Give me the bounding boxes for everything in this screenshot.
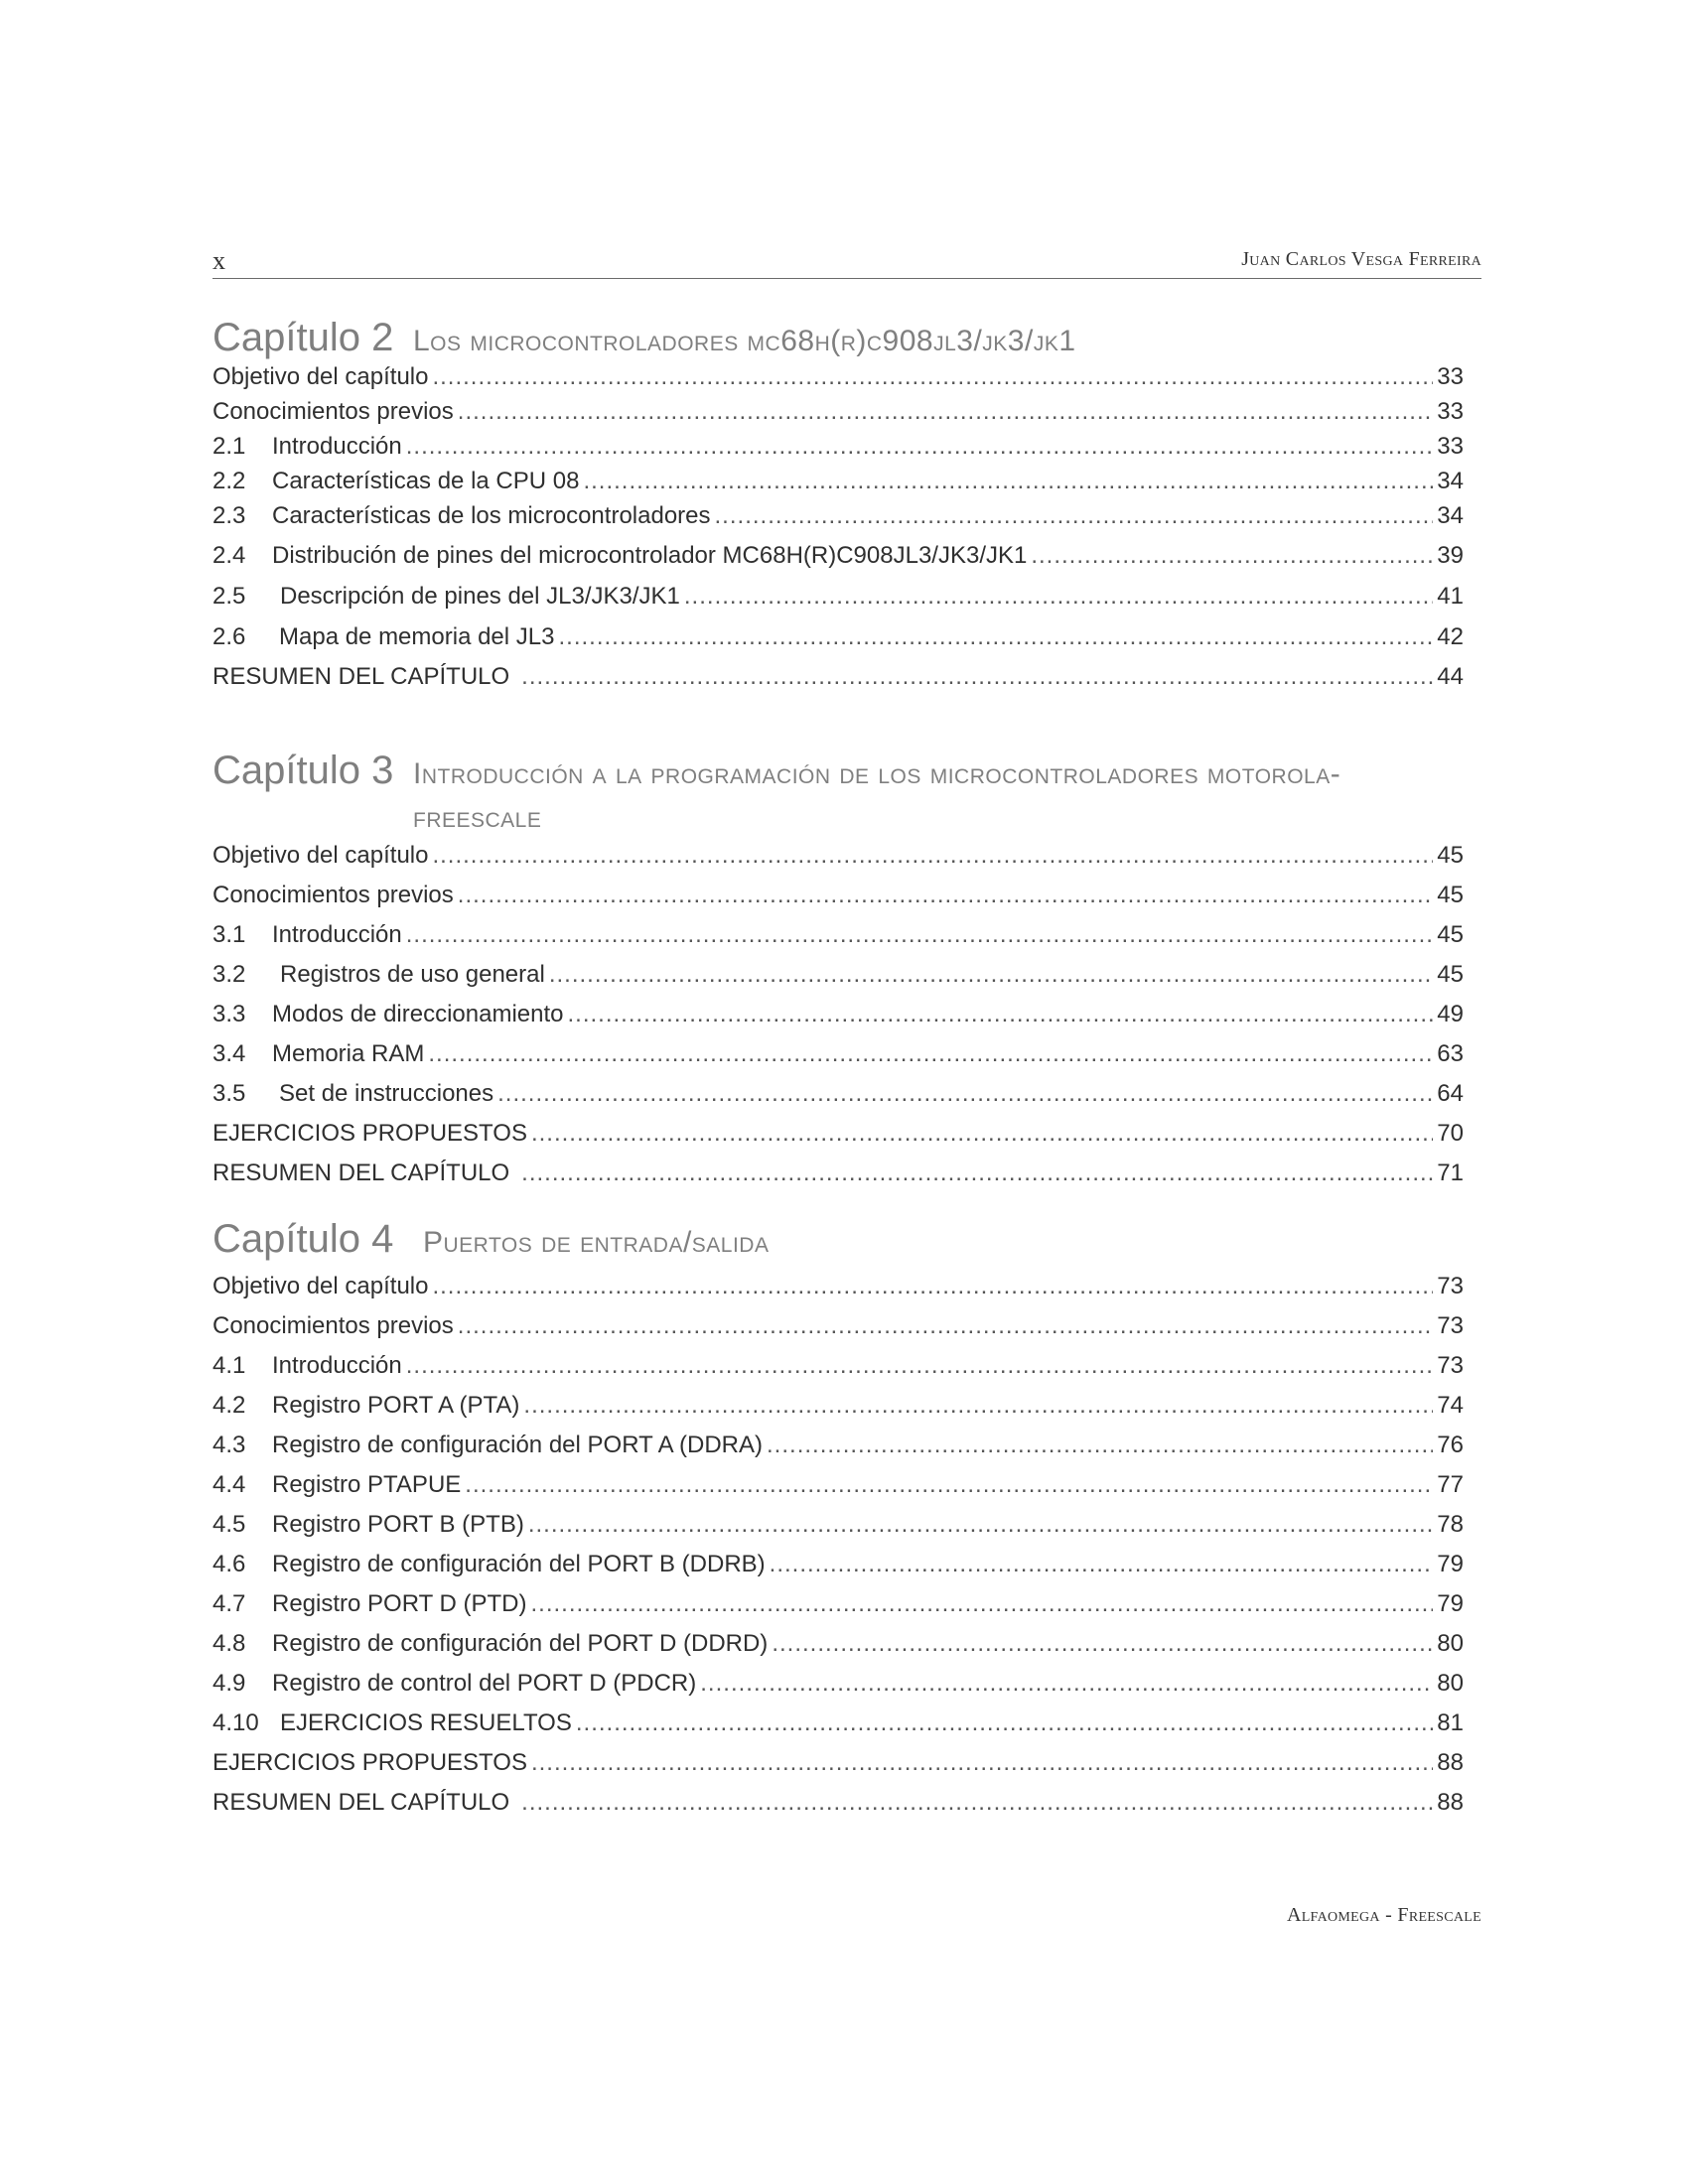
toc-entry-label: RESUMEN DEL CAPÍTULO (212, 1789, 510, 1816)
toc-entry-label: RESUMEN DEL CAPÍTULO (212, 663, 510, 690)
toc-page-number: 81 (1437, 1709, 1464, 1736)
page-number: x (212, 246, 225, 275)
chapter-number: Capítulo 2 (212, 316, 394, 359)
toc-entry-label: Características de la CPU 08 (272, 468, 580, 494)
chapter-title: Los microcontroladores mc68h(r)c908jl3/jk3/jk1 (413, 325, 1076, 357)
toc-page-number: 49 (1437, 1001, 1464, 1027)
toc-section-number: 4.10 (212, 1709, 259, 1736)
chapter-heading (212, 316, 1464, 363)
toc-entry[interactable] (212, 1471, 1464, 1511)
toc-entry[interactable] (212, 1001, 1464, 1040)
dot-leader (458, 398, 1434, 426)
chapter-number: Capítulo 4 (212, 1217, 394, 1261)
chapter-2 (212, 316, 1464, 703)
toc-page-number: 76 (1437, 1432, 1464, 1458)
chapter-title: Introducción a la programación de los microcontroladores motorola- freescale (413, 757, 1341, 834)
dot-leader (521, 1160, 1433, 1187)
toc-entry[interactable] (212, 363, 1464, 398)
toc-entry-label: Registro de control del PORT D (PDCR) (272, 1670, 697, 1697)
dot-leader (715, 502, 1434, 530)
toc-entry[interactable] (212, 468, 1464, 502)
toc-entry-label: Registro de configuración del PORT A (DDRA) (272, 1432, 764, 1458)
toc-entry[interactable] (212, 1630, 1464, 1670)
toc-page-number: 34 (1437, 502, 1464, 529)
toc-section-number: 4.6 (212, 1551, 246, 1577)
toc-entry-label: EJERCICIOS PROPUESTOS (212, 1749, 527, 1776)
toc-section-number: 2.6 (212, 623, 246, 650)
dot-leader (458, 882, 1434, 909)
toc-page-number: 71 (1437, 1160, 1464, 1186)
toc-section-number: 4.9 (212, 1670, 246, 1697)
chapter-4 (212, 1217, 1464, 1829)
toc-entry-label: EJERCICIOS PROPUESTOS (212, 1120, 527, 1147)
dot-leader (1031, 542, 1433, 570)
toc-entry[interactable] (212, 1551, 1464, 1590)
toc-page-number: 73 (1437, 1352, 1464, 1379)
toc-page-number: 74 (1437, 1392, 1464, 1419)
toc-page-number: 79 (1437, 1551, 1464, 1577)
dot-leader (772, 1630, 1433, 1658)
toc-page-number: 70 (1437, 1120, 1464, 1147)
dot-leader (465, 1471, 1433, 1499)
toc-section-number: 2.3 (212, 502, 246, 529)
dot-leader (406, 433, 1434, 461)
dot-leader (700, 1670, 1433, 1698)
toc-page-number: 63 (1437, 1040, 1464, 1067)
toc-section-number: 4.7 (212, 1590, 246, 1617)
dot-leader (521, 663, 1433, 691)
toc-entry-label: Características de los microcontroladores (272, 502, 711, 529)
toc-page-number: 80 (1437, 1670, 1464, 1697)
toc-section-number: 2.1 (212, 433, 246, 460)
toc-entry[interactable] (212, 842, 1464, 882)
toc-entry-label: Conocimientos previos (212, 398, 454, 425)
toc-entry-label: Objetivo del capítulo (212, 842, 429, 869)
dot-leader (558, 623, 1433, 651)
toc-page-number: 45 (1437, 961, 1464, 988)
toc-entry-label: Introducción (272, 921, 402, 948)
toc-entry[interactable] (212, 623, 1464, 663)
dot-leader (531, 1749, 1433, 1777)
dot-leader (549, 961, 1433, 989)
dot-leader (684, 583, 1433, 611)
dot-leader (531, 1590, 1434, 1618)
toc-section-number: 2.2 (212, 468, 246, 494)
toc-page-number: 73 (1437, 1273, 1464, 1299)
dot-leader (568, 1001, 1434, 1028)
toc-entry[interactable] (212, 502, 1464, 542)
dot-leader (770, 1551, 1434, 1578)
dot-leader (523, 1392, 1433, 1420)
dot-leader (432, 363, 1433, 391)
toc-entry[interactable] (212, 1670, 1464, 1709)
toc-section-number: 4.2 (212, 1392, 246, 1419)
toc-page-number: 77 (1437, 1471, 1464, 1498)
toc-section-number: 3.5 (212, 1080, 246, 1107)
toc-entry[interactable] (212, 1749, 1464, 1789)
toc-list (212, 1273, 1464, 1829)
toc-list (212, 842, 1464, 1199)
toc-section-number: 2.4 (212, 542, 246, 569)
toc-entry-label: Registro PORT D (PTD) (272, 1590, 527, 1617)
dot-leader (576, 1709, 1433, 1737)
toc-section-number: 4.4 (212, 1471, 246, 1498)
toc-entry[interactable] (212, 921, 1464, 961)
toc-page-number: 73 (1437, 1312, 1464, 1339)
toc-section-number: 2.5 (212, 583, 246, 610)
toc-page-number: 88 (1437, 1749, 1464, 1776)
toc-section-number: 4.5 (212, 1511, 246, 1538)
toc-page-number: 45 (1437, 842, 1464, 869)
toc-entry-label: Registro de configuración del PORT D (DDRD) (272, 1630, 769, 1657)
toc-entry[interactable] (212, 961, 1464, 1001)
toc-section-number: 4.8 (212, 1630, 246, 1657)
toc-page-number: 34 (1437, 468, 1464, 494)
toc-entry-label: Registros de uso general (280, 961, 545, 988)
toc-entry[interactable] (212, 1392, 1464, 1432)
toc-page-number: 39 (1437, 542, 1464, 569)
toc-entry-label: Objetivo del capítulo (212, 1273, 429, 1299)
toc-entry[interactable] (212, 1352, 1464, 1392)
running-head-author: Juan Carlos Vesga Ferreira (1241, 248, 1481, 270)
dot-leader (428, 1040, 1433, 1068)
toc-page-number: 42 (1437, 623, 1464, 650)
toc-entry[interactable] (212, 433, 1464, 468)
toc-entry[interactable] (212, 398, 1464, 433)
toc-entry[interactable] (212, 1080, 1464, 1120)
toc-entry[interactable] (212, 1709, 1464, 1749)
toc-entry[interactable] (212, 1160, 1464, 1199)
page-footer: Alfaomega - Freescale (1286, 1904, 1481, 1926)
dot-leader (497, 1080, 1433, 1108)
toc-entry[interactable] (212, 583, 1464, 623)
dot-leader (521, 1789, 1433, 1817)
toc-entry-label: EJERCICIOS RESUELTOS (280, 1709, 572, 1736)
dot-leader (406, 1352, 1434, 1380)
toc-page-number: 79 (1437, 1590, 1464, 1617)
dot-leader (406, 921, 1434, 949)
chapter-title: Puertos de entrada/salida (423, 1226, 770, 1259)
toc-entry-label: Registro de configuración del PORT B (DDRB) (272, 1551, 766, 1577)
toc-page-number: 45 (1437, 921, 1464, 948)
toc-entry[interactable] (212, 1789, 1464, 1829)
chapter-heading (212, 749, 1464, 840)
toc-entry[interactable] (212, 1590, 1464, 1630)
toc-entry-label: Introducción (272, 433, 402, 460)
toc-entry-label: Registro PTAPUE (272, 1471, 462, 1498)
toc-entry-label: Memoria RAM (272, 1040, 425, 1067)
toc-page-number: 41 (1437, 583, 1464, 610)
dot-leader (583, 468, 1433, 495)
toc-entry[interactable] (212, 882, 1464, 921)
toc-entry[interactable] (212, 1312, 1464, 1352)
toc-page-number: 33 (1437, 433, 1464, 460)
toc-entry-label: Conocimientos previos (212, 882, 454, 908)
toc-entry-label: Conocimientos previos (212, 1312, 454, 1339)
toc-section-number: 3.3 (212, 1001, 246, 1027)
toc-section-number: 3.2 (212, 961, 246, 988)
dot-leader (528, 1511, 1433, 1539)
toc-entry-label: Modos de direccionamiento (272, 1001, 564, 1027)
toc-entry[interactable] (212, 1273, 1464, 1312)
toc-entry[interactable] (212, 663, 1464, 703)
toc-page-number: 88 (1437, 1789, 1464, 1816)
toc-entry[interactable] (212, 1040, 1464, 1080)
toc-entry-label: RESUMEN DEL CAPÍTULO (212, 1160, 510, 1186)
chapter-heading (212, 1217, 1464, 1265)
toc-page-number: 80 (1437, 1630, 1464, 1657)
toc-section-number: 3.4 (212, 1040, 246, 1067)
toc-entry-label: Registro PORT B (PTB) (272, 1511, 524, 1538)
dot-leader (432, 842, 1433, 870)
dot-leader (767, 1432, 1433, 1459)
toc-section-number: 4.3 (212, 1432, 246, 1458)
toc-entry[interactable] (212, 1432, 1464, 1471)
toc-entry[interactable] (212, 1511, 1464, 1551)
toc-page-number: 44 (1437, 663, 1464, 690)
toc-list (212, 363, 1464, 703)
toc-page-number: 33 (1437, 363, 1464, 390)
toc-entry[interactable] (212, 542, 1464, 583)
dot-leader (531, 1120, 1433, 1148)
toc-entry-label: Introducción (272, 1352, 402, 1379)
page-header (212, 242, 1481, 279)
toc-entry-label: Objetivo del capítulo (212, 363, 429, 390)
chapter-3 (212, 749, 1464, 1199)
dot-leader (432, 1273, 1433, 1300)
toc-entry-label: Descripción de pines del JL3/JK3/JK1 (280, 583, 680, 610)
toc-page-number: 64 (1437, 1080, 1464, 1107)
toc-entry-label: Set de instrucciones (279, 1080, 494, 1107)
toc-section-number: 4.1 (212, 1352, 246, 1379)
toc-entry-label: Registro PORT A (PTA) (272, 1392, 520, 1419)
toc-page-number: 78 (1437, 1511, 1464, 1538)
toc-entry[interactable] (212, 1120, 1464, 1160)
toc-entry-label: Mapa de memoria del JL3 (279, 623, 555, 650)
toc-page-number: 45 (1437, 882, 1464, 908)
toc-page-number: 33 (1437, 398, 1464, 425)
dot-leader (458, 1312, 1434, 1340)
toc-section-number: 3.1 (212, 921, 246, 948)
toc-entry-label: Distribución de pines del microcontrolador MC68H(R)C908JL3/JK3/JK1 (272, 542, 1028, 569)
chapter-number: Capítulo 3 (212, 749, 394, 792)
